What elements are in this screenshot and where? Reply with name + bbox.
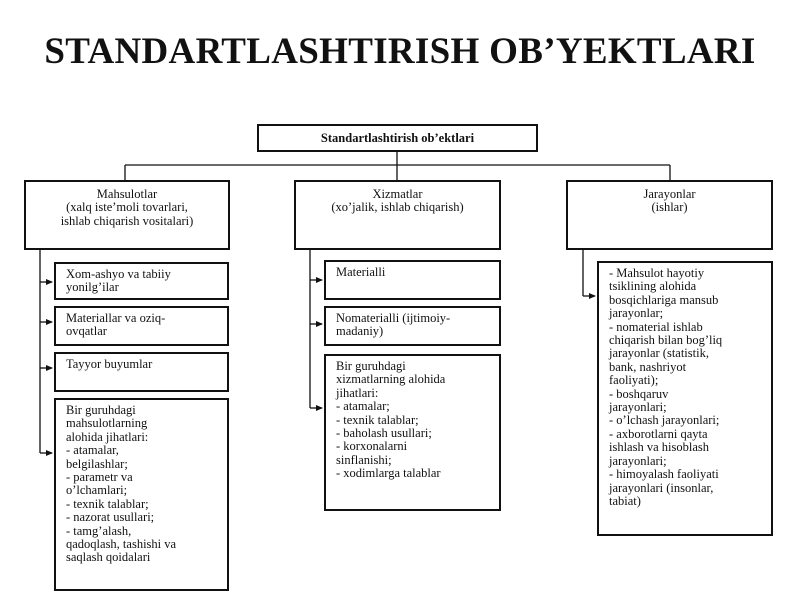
item-line: - atamalar;: [336, 399, 390, 414]
category-jarayonlar: [566, 180, 773, 250]
item-line: Materialli: [336, 265, 386, 279]
root-label: Standartlashtirish ob’ektlari: [320, 131, 475, 145]
item-line: Tayyor buyumlar: [66, 357, 153, 371]
item-line: - Mahsulot hayotiy: [609, 266, 705, 280]
item-line: jihatlari:: [336, 385, 379, 400]
category-mahsulotlar: [24, 180, 230, 250]
item-line: - baholash usullari;: [336, 426, 432, 441]
header-line: (xo’jalik, ishlab chiqarish): [331, 200, 464, 215]
item-line: - nazorat usullari;: [66, 510, 155, 525]
header-line: Mahsulotlar: [96, 187, 158, 201]
item-line: faoliyati);: [609, 373, 659, 388]
xizmat-item-nomaterialli: [324, 306, 501, 346]
root-node: [257, 124, 538, 152]
item-line: jarayonlar (statistik,: [609, 346, 709, 361]
item-line: saqlash qoidalari: [66, 550, 151, 565]
header-line: ishlab chiqarish vositalari): [60, 213, 194, 228]
item-line: yonilg’ilar: [66, 280, 119, 295]
header-line: Xizmatlar: [372, 187, 423, 201]
item-line: - himoyalash faoliyati: [609, 467, 719, 482]
item-line: - parametr va: [66, 470, 133, 485]
item-line: Nomaterialli (ijtimoiy-: [336, 311, 451, 325]
item-line: Bir guruhdagi: [66, 403, 136, 417]
mahsulot-item-xom-ashyo: [54, 262, 229, 300]
item-line: - nomaterial ishlab: [609, 319, 703, 334]
item-line: chiqarish bilan bog’liq: [609, 333, 723, 348]
item-line: xizmatlarning alohida: [336, 372, 446, 387]
header-line: (ishlar): [651, 200, 688, 215]
item-line: tabiat): [609, 493, 641, 508]
item-line: jarayonlar;: [609, 306, 664, 321]
item-line: jarayonlari (insonlar,: [609, 480, 714, 495]
item-line: mahsulotlarning: [66, 416, 148, 431]
item-line: - tamg’alash,: [66, 523, 132, 538]
item-line: - korxonalarni: [336, 439, 408, 454]
page-title: STANDARTLASHTIRISH OB’YEKTLARI: [44, 31, 756, 72]
item-line: - texnik talablar;: [66, 496, 149, 511]
item-line: ovqatlar: [66, 324, 107, 339]
item-line: bank, nashriyot: [609, 359, 687, 374]
item-line: - o’lchash jarayonlari;: [609, 413, 720, 428]
item-line: o’lchamlari;: [66, 483, 128, 498]
item-line: ishlash va hisoblash: [609, 440, 709, 455]
item-line: - texnik talablar;: [336, 412, 419, 427]
xizmat-item-jihatlar: [324, 354, 501, 511]
item-line: madaniy): [336, 324, 384, 339]
xizmat-item-materialli: [324, 260, 501, 300]
item-line: Materiallar va oziq-: [66, 311, 166, 325]
item-line: jarayonlari;: [609, 400, 667, 415]
category-xizmatlar: [294, 180, 501, 250]
mahsulot-item-materiallar: [54, 306, 229, 346]
item-line: jarayonlari;: [609, 453, 667, 468]
item-line: sinflanishi;: [336, 452, 392, 467]
item-line: qadoqlash, tashishi va: [66, 537, 177, 552]
item-line: - boshqaruv: [609, 386, 669, 401]
item-line: - xodimlarga talablar: [336, 466, 441, 481]
item-line: belgilashlar;: [66, 456, 128, 471]
item-line: - atamalar,: [66, 443, 119, 458]
header-line: (xalq iste’moli tovarlari,: [66, 200, 188, 215]
item-line: alohida jihatlari:: [66, 429, 149, 444]
mahsulot-item-jihatlar: [54, 398, 229, 591]
item-line: Bir guruhdagi: [336, 359, 406, 373]
jarayon-item-list: [597, 261, 773, 536]
item-line: bosqichlariga mansub: [609, 292, 719, 307]
mahsulot-item-tayyor-buyumlar: [54, 352, 229, 392]
item-line: - axborotlarni qayta: [609, 426, 708, 441]
header-line: Jarayonlar: [643, 187, 696, 201]
item-line: Xom-ashyo va tabiiy: [66, 267, 171, 281]
item-line: tsiklining alohida: [609, 279, 697, 294]
